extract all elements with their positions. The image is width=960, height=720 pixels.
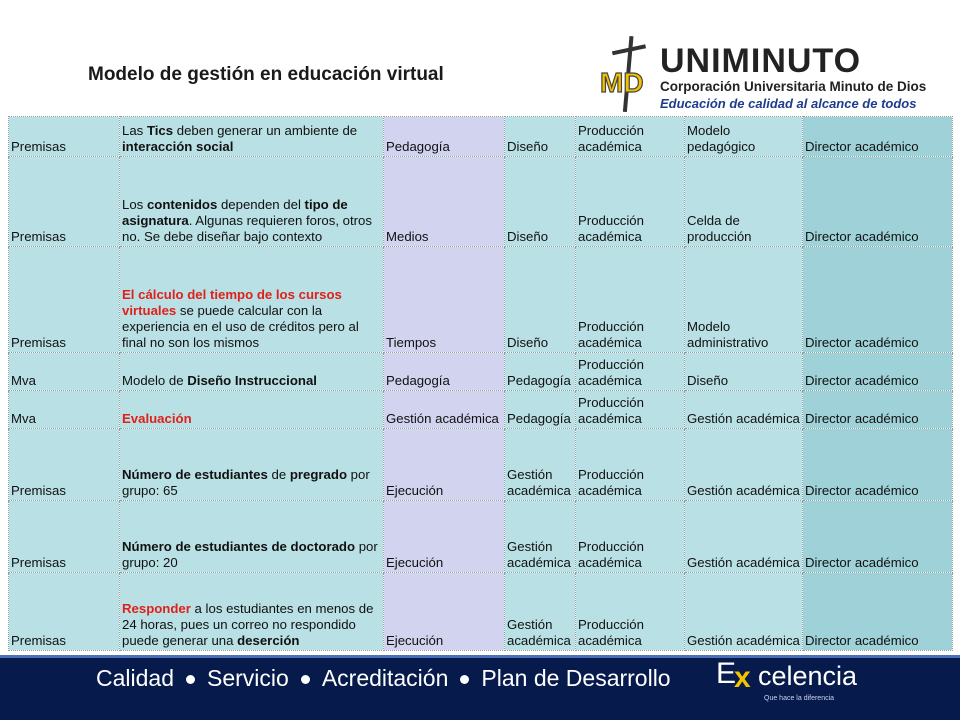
table-row xyxy=(9,157,953,247)
footer-item-plan: Plan de Desarrollo xyxy=(481,665,671,691)
table-cell-d: Gestión académica xyxy=(505,429,576,501)
cell-text-segment: a los estudiantes en menos de 24 horas, pues un correo no respondido puede generar una xyxy=(122,601,374,648)
table-cell-c: Gestión académica xyxy=(384,391,505,429)
table-cell-g: Director académico xyxy=(803,501,953,573)
table-cell-g: Director académico xyxy=(803,157,953,247)
cell-text-segment: Tics xyxy=(146,123,174,138)
excelencia-e: E xyxy=(716,657,737,690)
cell-text-segment: dependen del xyxy=(217,197,305,212)
cell-text-segment: contenidos xyxy=(146,197,218,212)
table-cell-b xyxy=(120,573,384,651)
md-cross-emblem-icon xyxy=(598,36,660,118)
cell-text-segment: por grupo: 20 xyxy=(122,539,378,570)
cell-text-segment: Las xyxy=(122,123,147,138)
table-cell-e: Producción académica xyxy=(576,157,685,247)
table-cell-g: Director académico xyxy=(803,353,953,391)
footer-item-calidad: Calidad xyxy=(96,665,174,691)
excelencia-x: x xyxy=(734,661,751,694)
table-cell-b xyxy=(120,247,384,353)
table-cell-f: Modelo pedagógico xyxy=(685,117,803,157)
table-cell-a: Premisas xyxy=(9,247,120,353)
table-row xyxy=(9,247,953,353)
cell-text-segment: deben generar un ambiente de xyxy=(173,123,358,138)
cell-text-segment: Número de estudiantes de doctorado xyxy=(122,539,356,554)
cell-text-segment: El cálculo del tiempo de los cursos virtuales xyxy=(122,287,342,318)
table-cell-b xyxy=(120,157,384,247)
table-cell-g: Director académico xyxy=(803,429,953,501)
table-cell-a: Premisas xyxy=(9,117,120,157)
table-cell-c: Pedagogía xyxy=(384,353,505,391)
logo-name: UNIMINUTO xyxy=(660,42,862,80)
table-cell-b xyxy=(120,429,384,501)
table-cell-g: Director académico xyxy=(803,117,953,157)
table-cell-e: Producción académica xyxy=(576,353,685,391)
table-cell-g: Director académico xyxy=(803,573,953,651)
md-monogram: MD xyxy=(600,67,644,98)
table-cell-e: Producción académica xyxy=(576,391,685,429)
bullet-icon xyxy=(186,675,195,684)
table-cell-b xyxy=(120,391,384,429)
table-cell-e: Producción académica xyxy=(576,117,685,157)
table-cell-c: Tiempos xyxy=(384,247,505,353)
cell-text-segment: Los xyxy=(122,197,147,212)
cell-text-segment: Número de estudiantes xyxy=(122,467,268,482)
table-cell-c: Medios xyxy=(384,157,505,247)
table-cell-e: Producción académica xyxy=(576,573,685,651)
page-title: Modelo de gestión en educación virtual xyxy=(88,64,444,85)
table-cell-c: Ejecución xyxy=(384,501,505,573)
table-body xyxy=(9,117,953,651)
logo-subtitle: Corporación Universitaria Minuto de Dios xyxy=(660,79,927,94)
table-cell-a: Premisas xyxy=(9,429,120,501)
cell-text-segment: tipo de asignatura xyxy=(122,197,348,228)
footer-item-acreditacion: Acreditación xyxy=(321,665,449,691)
footer-item-servicio: Servicio xyxy=(207,665,289,691)
table-cell-f: Modelo administrativo xyxy=(685,247,803,353)
table-cell-f: Diseño xyxy=(685,353,803,391)
table-cell-d: Gestión académica xyxy=(505,573,576,651)
table-cell-c: Ejecución xyxy=(384,573,505,651)
table-cell-a: Mva xyxy=(9,391,120,429)
table-row xyxy=(9,117,953,157)
cell-text-segment: Evaluación xyxy=(122,411,192,426)
table-cell-d: Diseño xyxy=(505,247,576,353)
cell-text-segment: . Algunas requieren foros, otros no. Se debe diseñar bajo contexto xyxy=(122,213,372,244)
table-cell-a: Premisas xyxy=(9,501,120,573)
table-cell-c: Ejecución xyxy=(384,429,505,501)
cell-text-segment: Modelo de xyxy=(122,373,188,388)
cell-text-segment: de xyxy=(267,467,290,482)
excelencia-word: celencia xyxy=(758,661,858,691)
table-cell-c: Pedagogía xyxy=(384,117,505,157)
cell-text-segment: Diseño Instruccional xyxy=(187,373,317,388)
table-cell-f: Gestión académica xyxy=(685,573,803,651)
table-row xyxy=(9,501,953,573)
table-cell-d: Diseño xyxy=(505,117,576,157)
table-row xyxy=(9,391,953,429)
table-cell-e: Producción académica xyxy=(576,501,685,573)
table-cell-e: Producción académica xyxy=(576,247,685,353)
excelencia-slogan: Que hace la diferencia xyxy=(764,695,835,702)
table-cell-a: Premisas xyxy=(9,157,120,247)
cell-text-segment: pregrado xyxy=(289,467,347,482)
table-cell-d: Pedagogía xyxy=(505,391,576,429)
table-row xyxy=(9,353,953,391)
table-cell-f: Gestión académica xyxy=(685,391,803,429)
table-row xyxy=(9,573,953,651)
table-cell-a: Mva xyxy=(9,353,120,391)
footer-banner xyxy=(0,655,960,720)
table-cell-g: Director académico xyxy=(803,391,953,429)
table-row xyxy=(9,429,953,501)
bullet-icon xyxy=(460,675,469,684)
management-model-table xyxy=(8,116,953,651)
cell-text-segment: Responder xyxy=(122,601,191,616)
table-cell-g: Director académico xyxy=(803,247,953,353)
cell-text-segment: por grupo: 65 xyxy=(122,467,370,498)
table-cell-e: Producción académica xyxy=(576,429,685,501)
cell-text-segment: deserción xyxy=(237,633,300,648)
table-cell-d: Gestión académica xyxy=(505,501,576,573)
table-cell-b xyxy=(120,117,384,157)
cell-text-segment: interacción social xyxy=(122,139,234,154)
table-cell-d: Pedagogía xyxy=(505,353,576,391)
table-cell-b xyxy=(120,501,384,573)
table-cell-f: Gestión académica xyxy=(685,429,803,501)
footer-values xyxy=(96,665,671,692)
uniminuto-logo xyxy=(598,36,928,118)
table-cell-f: Gestión académica xyxy=(685,501,803,573)
table-cell-d: Diseño xyxy=(505,157,576,247)
bullet-icon xyxy=(301,675,310,684)
table-cell-a: Premisas xyxy=(9,573,120,651)
cell-text-segment: se puede calcular con la experiencia en el uso de créditos pero al final no son los mismos xyxy=(122,303,359,350)
table-cell-f: Celda de producción xyxy=(685,157,803,247)
excelencia-logo xyxy=(716,657,866,717)
table-cell-b xyxy=(120,353,384,391)
logo-tagline: Educación de calidad al alcance de todos xyxy=(660,96,917,111)
